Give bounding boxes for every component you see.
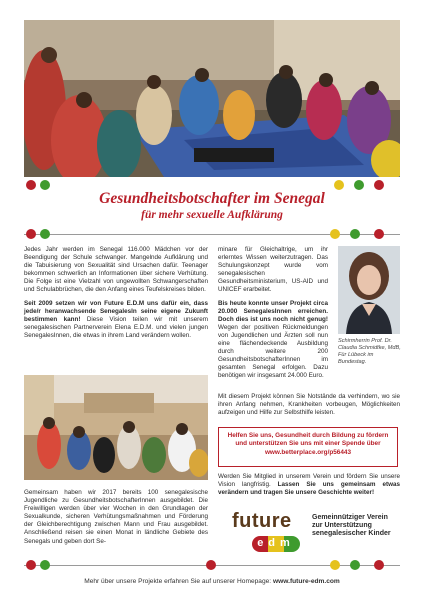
decor-dots-bottom-right: [330, 560, 400, 570]
yellow-dot: [330, 229, 340, 239]
callout-line-2: und unterstützen Sie uns mit einer Spende über: [235, 440, 381, 448]
mission-paragraph: [24, 300, 208, 340]
decor-dots-top-left: [26, 180, 66, 190]
red-dot: [374, 180, 384, 190]
header-photo-image: [24, 20, 400, 177]
group-photo-image: [24, 375, 208, 480]
left-column-text: [24, 246, 208, 345]
red-dot: [26, 180, 36, 190]
decor-dots-bottom-mid: [206, 560, 218, 570]
goal-bold: Bis heute konnte unser Projekt circa 20.000 SenegalesInnen erreichen. Doch dies ist uns noch nicht genug!: [218, 299, 328, 323]
page-subtitle: für mehr sexuelle Aufklärung: [141, 209, 283, 221]
future-edm-logo: [232, 508, 402, 556]
callout-line-1: Helfen Sie uns, Gesundheit durch Bildung zu fördern: [227, 432, 389, 439]
green-dot: [40, 180, 50, 190]
footer: [0, 578, 424, 585]
intro-paragraph: Jedes Jahr werden im Senegal 116.000 Mädchen vor der Beendigung der Schule schwanger. Mangelnde Aufklärung und die Tabuisierung von Sexualität sind Ursachen dafür. Teenager bekommen schwerlich an Informationen über sichere Verhütung. Die Folge ist eine Vielzahl von ungewollten Schwangerschaften und Schulabbrüchen, die den Anfang eines Teufelskreises bilden.: [24, 246, 208, 294]
portrait-photo: [338, 246, 400, 334]
logo-word: future: [232, 510, 292, 532]
left-column-bottom-text: [24, 489, 208, 551]
green-dot: [40, 229, 50, 239]
goal-rest: Wegen der positiven Rückmeldungen von Jugendlichen und Ärzten soll nun eine flächendeckende Ausbildung durch weitere 200 GesundheitsbotschafterInnen im gesamten Senegal erfolgen. Dazu benötigen wir insgesamt 24.000 Euro.: [218, 323, 328, 380]
yellow-dot: [330, 560, 340, 570]
membership-normal: Werden Sie Mitglied in unserem Verein und fördern Sie unsere Vision langfristig.: [218, 473, 400, 489]
logo-line-3: senegalesischer Kinder: [312, 530, 391, 538]
red-dot: [206, 560, 216, 570]
logo-line-1: Gemeinnütziger Verein: [312, 514, 388, 521]
header-photo: [24, 20, 400, 177]
mission-rest: Diese Vision teilen wir mit unserem senegalesischen Partnerverein Elena E.D.M. und vielen jungen SenegalesInnen, die etwas in ihrem Land verändern wollen.: [24, 315, 208, 339]
red-dot: [26, 229, 36, 239]
mission-bold: Seit 2009 setzen wir von Future E.D.M uns dafür ein, dass jede/r heranwachsende SenegalesIn seine eigene Zukunft bestimmen kann!: [24, 299, 208, 323]
decor-dots-bottom-left: [26, 560, 66, 570]
decor-dots-rule-right: [330, 229, 400, 239]
footer-link[interactable]: www.future-edm.com: [272, 578, 340, 585]
yellow-dot: [334, 180, 344, 190]
green-dot: [40, 560, 50, 570]
logo-line-2: zur Unterstützung: [312, 522, 372, 530]
donation-callout: [218, 427, 398, 467]
page-title: Gesundheitsbotschafter im Senegal: [99, 190, 325, 207]
green-dot: [350, 560, 360, 570]
donation-link[interactable]: www.betterplace.org/p56443: [264, 448, 352, 456]
logo-badge-text: edm: [257, 537, 295, 549]
seminar-paragraph: minare für Gleichaltrige, um ihr erlerntes Wissen weiterzutragen. Das Schulungskonzept wurde vom senegalesischen Gesundheitsministerium, US-AID und UNICEF erarbeitet.: [218, 246, 328, 294]
goal-paragraph: [218, 300, 328, 381]
red-dot: [26, 560, 36, 570]
middle-column-text: [218, 246, 328, 386]
group-photo: [24, 375, 208, 480]
decor-dots-top-right: [334, 180, 398, 190]
membership-paragraph: [218, 473, 400, 497]
right-text-intro: Mit diesem Projekt können Sie Notstände da verhindern, wo sie ihren Anfang nehmen, Krankheiten vorbeugen, Möglichkeiten aufzeigen und Hilfe zur Selbsthilfe leisten.: [218, 393, 400, 417]
logo-tagline: [312, 514, 402, 539]
portrait-caption: Schirmherrin Prof. Dr. Claudia Schmidtke, MdB, Für Lübeck im Bundestag.: [338, 338, 401, 365]
green-dot: [354, 180, 364, 190]
red-dot: [374, 560, 384, 570]
green-dot: [350, 229, 360, 239]
red-dot: [374, 229, 384, 239]
membership-bold: Lassen Sie uns gemeinsam etwas verändern und tragen Sie unsere Geschichte weiter!: [218, 481, 400, 497]
training-paragraph: Gemeinsam haben wir 2017 bereits 100 senegalesische Jugendliche zu GesundheitsbotschafterInnen ausgebildet. Die Freiwilligen werden über vier Wochen in den Grundlagen der Sexualkunde, sicheren Verhütungsmaßnahmen und Förderung der Gleichberechtigung zwischen Mann und Frau ausgebildet. Anschließend reisen sie einen Monat in ländliche Gebiete des Senegals und geben dort Se-: [24, 489, 208, 545]
footer-text: Mehr über unsere Projekte erfahren Sie auf unserer Homepage:: [84, 578, 273, 585]
decor-dots-rule-left: [26, 229, 66, 239]
portrait-image: [338, 246, 400, 334]
